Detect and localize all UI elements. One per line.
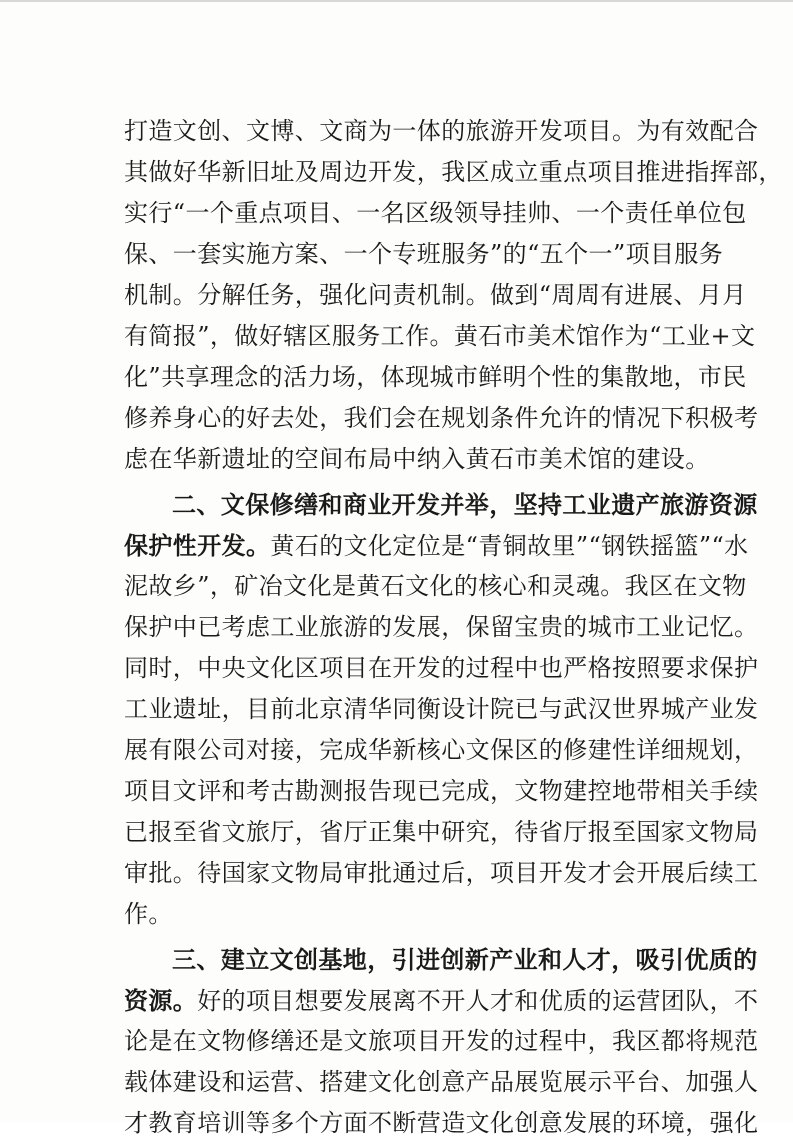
text-line: 打造文创、文博、文商为一体的旅游开发项目。为有效配合	[124, 117, 759, 145]
text-run: 黄石的文化定位是“青铜故里”“钢铁摇篮”“水	[270, 532, 749, 560]
text-run: 好的项目想要发展离不开人才和优质的运营团队，不	[197, 987, 759, 1015]
document-body	[124, 111, 783, 1144]
text-line: 作。	[124, 900, 173, 928]
text-line: 化”共享理念的活力场，体现城市鲜明个性的集散地，市民	[124, 363, 747, 391]
section-heading-2-end: 保护性开发。	[124, 531, 271, 560]
text-line: 才教育培训等多个方面不断营造文化创意发展的环境，强化	[124, 1109, 759, 1137]
text-line: 工业遗址，目前北京清华同衡设计院已与武汉世界城产业发	[124, 695, 759, 723]
text-line: 其做好华新旧址及周边开发，我区成立重点项目推进指挥部，	[124, 158, 783, 186]
text-line: 泥故乡”，矿冶文化是黄石文化的核心和灵魂。我区在文物	[124, 572, 747, 600]
text-line: 有简报”，做好辖区服务工作。黄石市美术馆作为“工业+文	[124, 322, 756, 350]
page-top-edge	[0, 0, 793, 2]
text-line	[124, 525, 749, 566]
text-line: 审批。待国家文物局审批通过后，项目开发才会开展后续工	[124, 859, 759, 887]
text-line: 论是在文物修缮还是文旅项目开发的过程中，我区都将规范	[124, 1027, 759, 1055]
section-heading-3-end: 资源。	[124, 986, 198, 1015]
text-line: 保护中已考虑工业旅游的发展，保留宝贵的城市工业记忆。	[124, 613, 759, 641]
text-line	[124, 980, 759, 1021]
text-line: 展有限公司对接，完成华新核心文保区的修建性详细规划，	[124, 736, 759, 764]
text-line: 机制。分解任务，强化问责机制。做到“周周有进展、月月	[124, 281, 747, 309]
text-line: 保、一套实施方案、一个专班服务”的“五个一”项目服务	[124, 240, 724, 268]
text-line: 载体建设和运营、搭建文化创意产品展览展示平台、加强人	[124, 1068, 759, 1096]
text-line: 虑在华新遗址的空间布局中纳入黄石市美术馆的建设。	[124, 445, 710, 473]
section-heading-2: 二、文保修缮和商业开发并举，坚持工业遗产旅游资源	[172, 490, 758, 519]
text-line: 修养身心的好去处，我们会在规划条件允许的情况下积极考	[124, 404, 759, 432]
text-line: 实行“一个重点项目、一名区级领导挂帅、一个责任单位包	[124, 199, 747, 227]
section-heading-3: 三、建立文创基地，引进创新产业和人才，吸引优质的	[172, 945, 758, 974]
text-line: 已报至省文旅厅，省厅正集中研究，待省厅报至国家文物局	[124, 818, 759, 846]
text-line: 同时，中央文化区项目在开发的过程中也严格按照要求保护	[124, 654, 759, 682]
text-line: 项目文评和考古勘测报告现已完成，文物建控地带相关手续	[124, 777, 759, 805]
